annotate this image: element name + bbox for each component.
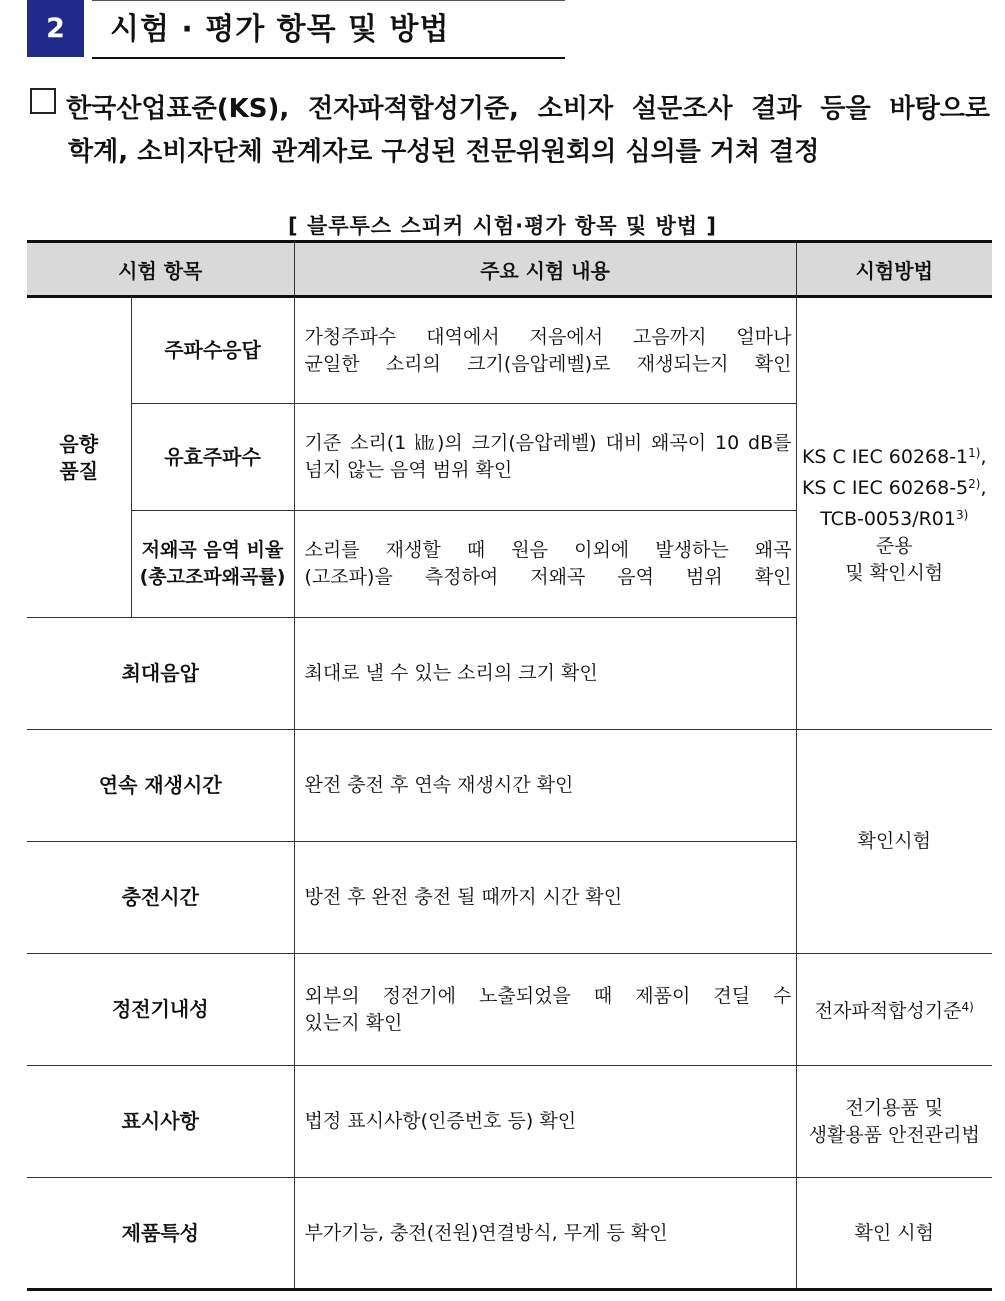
method-safety-line-1: 전기용품 및 <box>845 1096 944 1119</box>
table-row <box>27 954 992 1066</box>
table-row <box>27 1178 992 1290</box>
checkbox-bullet-icon <box>30 88 56 114</box>
section-title: 시험 · 평가 항목 및 방법 <box>110 12 450 47</box>
content-line-2: 넘지 않는 음역 범위 확인 <box>304 459 513 481</box>
table-caption: [ 블루투스 스피커 시험·평가 항목 및 방법 ] <box>288 214 717 238</box>
footnote-1: 1) <box>968 446 981 460</box>
content-effective-frequency <box>294 404 796 511</box>
header-test-method: 시험방법 <box>796 242 992 297</box>
method-tcb: TCB-0053/R01 <box>820 508 956 530</box>
method-product-check: 확인 시험 <box>796 1178 992 1290</box>
group-label-line-1: 음향 <box>59 431 99 456</box>
footnote-2: 2) <box>968 477 981 491</box>
method-confirm: 확인시험 <box>796 730 992 954</box>
content-product-features: 부가기능, 충전(전원)연결방식, 무게 등 확인 <box>294 1178 796 1290</box>
section-title-underline <box>92 57 565 59</box>
method-acoustic <box>796 297 992 730</box>
content-line-1: 외부의 정전기에 노출되었을 때 제품이 견딜 수 <box>304 984 792 1007</box>
section-title-top-rule <box>92 0 565 1</box>
method-acoustic-line-4: 준용 <box>875 535 913 557</box>
item-line-1: 저왜곡 음역 비율 <box>141 539 284 561</box>
method-acoustic-line-3 <box>797 502 993 533</box>
item-effective-frequency: 유효주파수 <box>131 404 294 511</box>
item-charging-time: 충전시간 <box>27 842 294 954</box>
content-continuous-playback: 완전 충전 후 연속 재생시간 확인 <box>294 730 796 842</box>
content-esd-immunity <box>294 954 796 1066</box>
content-frequency-response <box>294 297 796 404</box>
item-esd-immunity: 정전기내성 <box>27 954 294 1066</box>
intro-line-1-text: 한국산업표준(KS), 전자파적합성기준, 소비자 설문조사 결과 등을 바탕으로 <box>66 94 990 124</box>
method-emc <box>796 954 992 1066</box>
content-line-1: 소리를 재생할 때 원음 이외에 발생하는 왜곡 <box>304 539 792 561</box>
method-ks-1: KS C IEC 60268-1 <box>801 446 969 468</box>
comma-2: , <box>980 477 987 499</box>
content-low-distortion <box>294 511 796 618</box>
intro-line-1 <box>30 88 990 131</box>
header-main-content: 주요 시험 내용 <box>294 242 796 297</box>
table-header-row <box>27 242 992 297</box>
footnote-3: 3) <box>955 508 969 522</box>
comma-1: , <box>980 446 987 468</box>
footnote-4: 4) <box>961 1000 974 1014</box>
item-frequency-response: 주파수응답 <box>131 297 294 404</box>
content-line-2: 균일한 소리의 크기(음압레벨)로 재생되는지 확인 <box>304 352 792 375</box>
content-line-1: 가청주파수 대역에서 저음에서 고음까지 얼마나 <box>304 325 792 348</box>
method-safety-line-2: 생활용품 안전관리법 <box>808 1123 980 1146</box>
group-label-acoustic <box>27 297 131 618</box>
content-line-1: 기준 소리(1 ㎑)의 크기(음압레벨) 대비 왜곡이 10 dB를 <box>304 432 792 454</box>
item-line-2: (총고조파왜곡률) <box>139 566 286 588</box>
method-acoustic-line-2 <box>797 471 993 502</box>
method-emc-text: 전자파적합성기준 <box>814 1000 962 1022</box>
method-acoustic-line-5: 및 확인시험 <box>845 562 944 584</box>
content-max-spl: 최대로 낼 수 있는 소리의 크기 확인 <box>294 618 796 730</box>
section-number-badge: 2 <box>27 0 84 57</box>
group-label-line-2: 품질 <box>59 458 99 483</box>
table-row <box>27 1066 992 1178</box>
table-row <box>27 730 992 842</box>
method-ks-5: KS C IEC 60268-5 <box>801 477 969 499</box>
item-product-features: 제품특성 <box>27 1178 294 1290</box>
table-row <box>27 297 992 404</box>
item-labeling: 표시사항 <box>27 1066 294 1178</box>
content-line-2: 있는지 확인 <box>304 1011 403 1034</box>
intro-line-1-wrap <box>30 88 990 131</box>
intro-line-2 <box>30 131 990 174</box>
content-line-2: (고조파)을 측정하여 저왜곡 음역 범위 확인 <box>304 566 792 588</box>
test-items-table <box>27 240 992 1291</box>
item-max-spl: 최대음압 <box>27 618 294 730</box>
intro-paragraph <box>30 88 990 174</box>
header-test-item: 시험 항목 <box>27 242 294 297</box>
item-low-distortion <box>131 511 294 618</box>
method-safety-act <box>796 1066 992 1178</box>
item-continuous-playback: 연속 재생시간 <box>27 730 294 842</box>
content-labeling: 법정 표시사항(인증번호 등) 확인 <box>294 1066 796 1178</box>
intro-line-2-text: 학계, 소비자단체 관계자로 구성된 전문위원회의 심의를 거쳐 결정 <box>68 137 820 167</box>
content-charging-time: 방전 후 완전 충전 될 때까지 시간 확인 <box>294 842 796 954</box>
method-acoustic-line-1 <box>797 440 993 471</box>
